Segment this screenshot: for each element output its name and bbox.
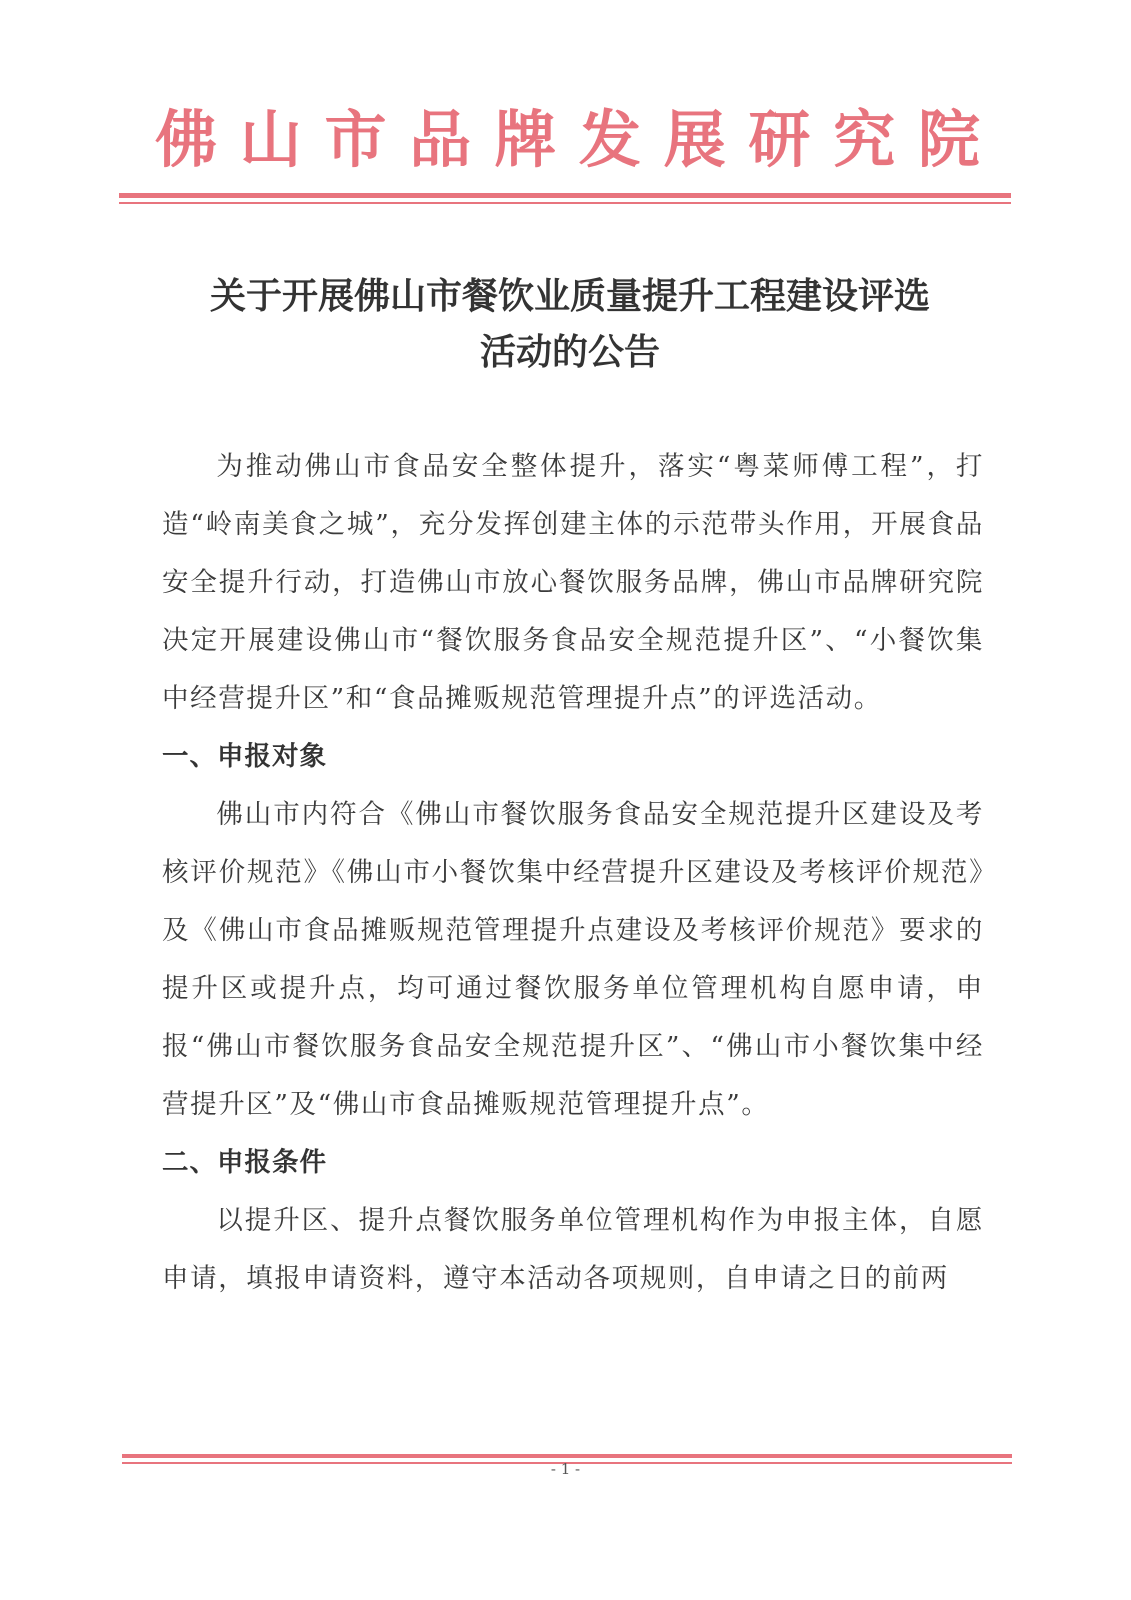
org-name-char: 品 [409,103,472,176]
header-divider [119,193,1011,204]
org-name-char: 市 [324,103,387,176]
org-name-char: 山 [239,103,302,176]
document-body [162,438,984,1308]
page-number: - 1 - [550,1460,581,1478]
org-name-char: 展 [663,103,726,176]
section-heading-conditions: 二、申报条件 [162,1147,327,1178]
section-heading-applicants: 一、申报对象 [162,741,327,772]
org-name-char: 院 [917,103,980,176]
org-name-char: 究 [833,103,896,176]
org-name-char: 佛 [155,103,218,176]
org-name-char: 牌 [494,103,557,176]
org-name-char: 发 [578,103,641,176]
title-line-2: 活动的公告 [479,331,660,373]
document-title [150,268,990,380]
section-paragraph-applicants: 佛山市内符合《佛山市餐饮服务食品安全规范提升区建设及考核评价规范》《佛山市小餐饮集中经营提升区建设及考核评价规范》及《佛山市食品摊贩规范管理提升点建设及考核评价规范》要求的提升区或提升点，均可通过餐饮服务单位管理机构自愿申请，申报“佛山市餐饮服务食品安全规范提升区”、“佛山市小餐饮集中经营提升区”及“佛山市食品摊贩规范管理提升点”。 [162,799,984,1120]
title-line-1: 关于开展佛山市餐饮业质量提升工程建设评选 [209,275,930,317]
section-paragraph-conditions: 以提升区、提升点餐饮服务单位管理机构作为申报主体，自愿申请，填报申请资料，遵守本活动各项规则，自申请之日的前两 [162,1205,984,1294]
organization-header [155,104,980,176]
org-name-char: 研 [748,103,811,176]
intro-paragraph: 为推动佛山市食品安全整体提升，落实“粤菜师傅工程”，打造“岭南美食之城”，充分发挥创建主体的示范带头作用，开展食品安全提升行动，打造佛山市放心餐饮服务品牌，佛山市品牌研究院决定开展建设佛山市“餐饮服务食品安全规范提升区”、“小餐饮集中经营提升区”和“食品摊贩规范管理提升点”的评选活动。 [162,451,984,714]
